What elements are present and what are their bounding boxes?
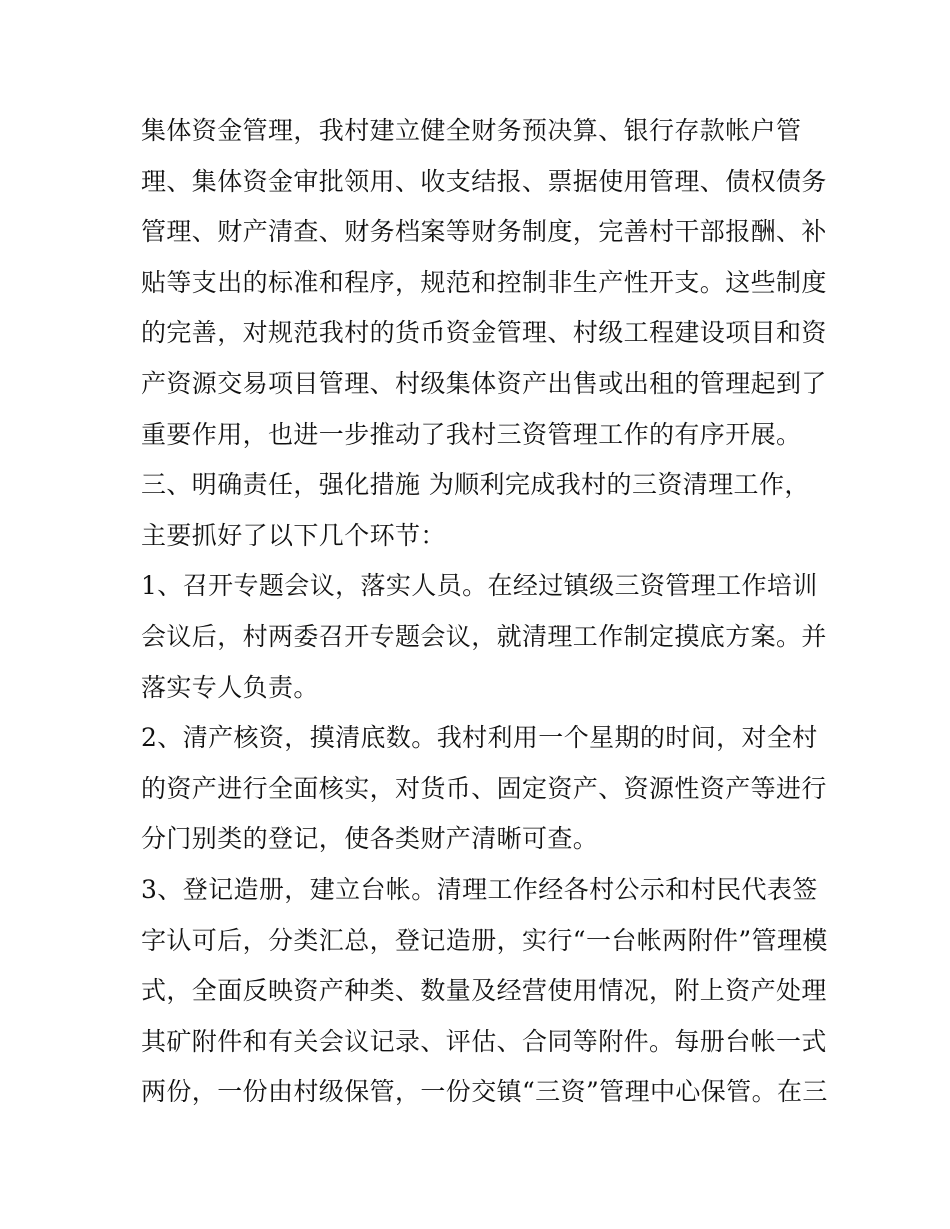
text-line: 两份，一份由村级保管，一份交镇“三资”管理中心保管。在三 <box>141 1077 828 1107</box>
body-text <box>141 106 828 1118</box>
text-line: 的完善，对规范我村的货币资金管理、村级工程建设项目和资 <box>141 318 827 348</box>
list-item-3-line: 3、登记造册，建立台帐。清理工作经各村公示和村民代表签 <box>141 874 818 904</box>
text-line: 会议后，村两委召开专题会议，就清理工作制定摸底方案。并 <box>141 621 827 651</box>
text-line: 重要作用，也进一步推动了我村三资管理工作的有序开展。 <box>141 419 802 449</box>
text-line: 其矿附件和有关会议记录、评估、合同等附件。每册台帐一式 <box>141 1026 827 1056</box>
text-line: 集体资金管理，我村建立健全财务预决算、银行存款帐户管 <box>141 116 802 145</box>
text-line: 分门别类的登记，使各类财产清晰可查。 <box>141 824 599 854</box>
list-item-2-line: 2、清产核资，摸清底数。我村利用一个星期的时间，对全村 <box>141 723 818 753</box>
text-line: 理、集体资金审批领用、收支结报、票据使用管理、债权债务 <box>141 166 827 196</box>
text-line: 主要抓好了以下几个环节： <box>141 520 446 550</box>
text-line: 产资源交易项目管理、村级集体资产出售或出租的管理起到了 <box>141 368 827 398</box>
text-line: 管理、财产清查、财务档案等财务制度，完善村干部报酬、补 <box>141 217 827 247</box>
list-item-1-line: 1、召开专题会议，落实人员。在经过镇级三资管理工作培训 <box>141 571 818 601</box>
text-line: 字认可后，分类汇总，登记造册，实行“一台帐两附件”管理模 <box>141 925 828 955</box>
text-line: 落实专人负责。 <box>141 672 319 702</box>
text-line: 式，全面反映资产种类、数量及经营使用情况，附上资产处理 <box>141 976 827 1006</box>
text-line: 贴等支出的标准和程序，规范和控制非生产性开支。这些制度 <box>141 267 827 297</box>
text-line: 的资产进行全面核实，对货币、固定资产、资源性资产等进行 <box>141 773 827 803</box>
section-heading-line: 三、明确责任，强化措施 为顺利完成我村的三资清理工作， <box>141 470 810 500</box>
